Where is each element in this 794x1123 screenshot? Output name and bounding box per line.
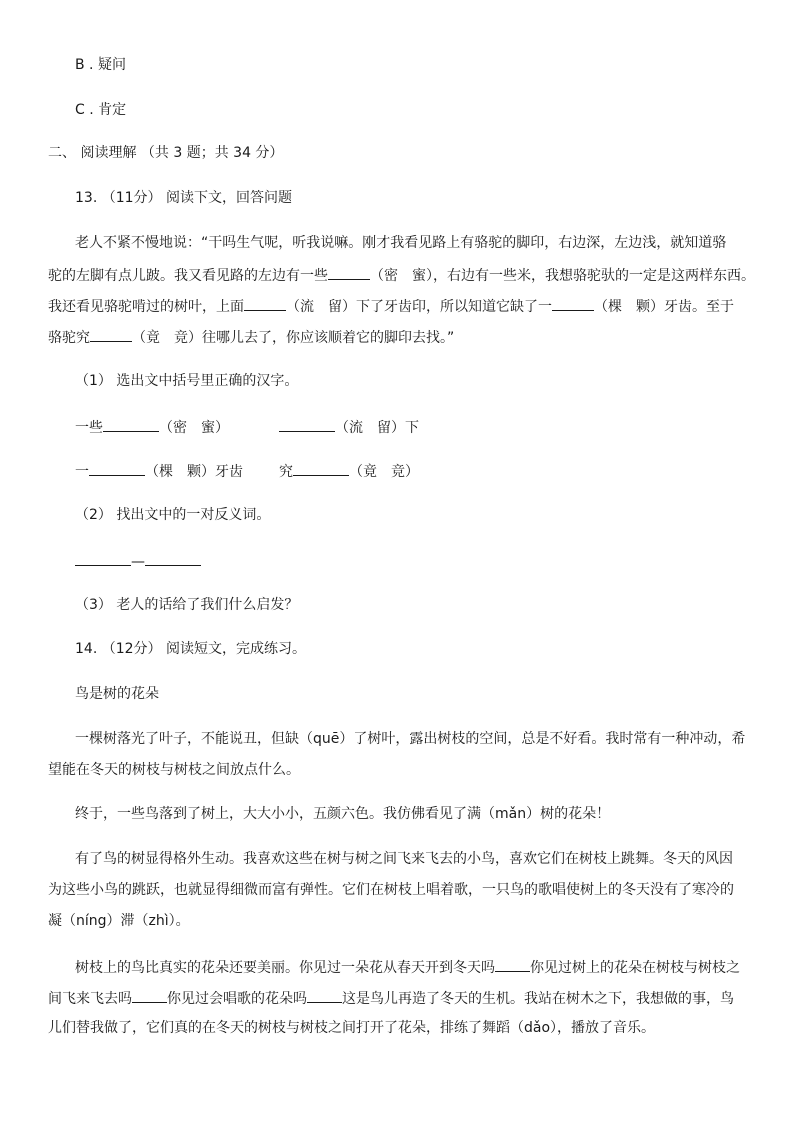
answer-blank[interactable] <box>328 266 370 280</box>
answer-blank[interactable] <box>244 297 286 311</box>
q14-title: 鸟是树的花朵 <box>75 686 159 702</box>
answer-blank[interactable] <box>145 552 201 566</box>
q14-p4-line-3: 儿们替我做了，它们真的在冬天的树枝与树枝之间打开了花朵，排练了舞蹈（dǎo），播放了音乐。 <box>48 1020 656 1036</box>
passage-text: 这是鸟儿再造了冬天的生机。我站在树木之下，我想做的事，鸟 <box>342 991 734 1007</box>
label: 一些 <box>75 420 103 436</box>
q13-passage-line-2 <box>48 266 755 284</box>
passage-text: 你见过会唱歌的花朵吗 <box>167 991 307 1007</box>
q13-sub3-prompt: （3） 老人的话给了我们什么启发？ <box>75 597 299 613</box>
passage-text: 树枝上的鸟比真实的花朵还要美丽。你见过一朵花从春天开到冬天吗 <box>75 960 495 976</box>
q14-p4-line-1 <box>75 958 740 976</box>
passage-text: 驼的左脚有点儿跛。我又看见路的左边有一些 <box>48 268 328 284</box>
answer-blank[interactable] <box>293 462 349 476</box>
label: 究 <box>279 464 293 480</box>
q14-p4-line-2 <box>48 989 734 1007</box>
answer-blank[interactable] <box>495 958 530 972</box>
label: 一 <box>75 464 89 480</box>
q14-p2-line-1: 终于，一些鸟落到了树上，大大小小，五颜六色。我仿佛看见了满（mǎn）树的花朵！ <box>75 806 611 822</box>
section-heading: 二、 阅读理解 （共 3 题；共 34 分） <box>48 145 284 161</box>
answer-blank[interactable] <box>279 418 335 432</box>
passage-text: （密 蜜），右边有一些米，我想骆驼驮的一定是这两样东西。 <box>370 268 755 284</box>
label: （棵 颗）牙齿 <box>145 464 243 480</box>
q14-p1-line-1: 一棵树落光了叶子，不能说丑，但缺（quē）了树叶，露出树枝的空间，总是不好看。我时常有一种冲动，希 <box>75 731 746 747</box>
passage-text: 间飞来飞去吗 <box>48 991 132 1007</box>
answer-blank[interactable] <box>552 297 594 311</box>
q14-p3-line-2: 为这些小鸟的跳跃，也就显得细微而富有弹性。它们在树枝上唱着歌，一只鸟的歌唱使树上的冬天没有了寒冷的 <box>48 882 734 898</box>
q13-sub2-answer-row <box>75 552 201 570</box>
q13-passage-line-3 <box>48 297 734 315</box>
q13-passage-line-1: 老人不紧不慢地说：“干吗生气呢，听我说嘛。刚才我看见路上有骆驼的脚印，右边深，左边浅，就知道骆 <box>75 235 727 251</box>
q13-passage-line-4 <box>48 328 454 346</box>
answer-blank[interactable] <box>89 462 145 476</box>
q14-p1-line-2: 望能在冬天的树枝与树枝之间放点什么。 <box>48 762 300 778</box>
q14-header: 14. （12分） 阅读短文，完成练习。 <box>75 641 306 657</box>
q13-sub1-prompt: （1） 选出文中括号里正确的汉字。 <box>75 373 299 389</box>
dash: — <box>131 554 145 570</box>
passage-text: 你见过树上的花朵在树枝与树枝之 <box>530 960 740 976</box>
q13-sub1-row-1b <box>279 418 419 436</box>
q13-sub2-prompt: （2） 找出文中的一对反义词。 <box>75 507 271 523</box>
q14-p3-line-1: 有了鸟的树显得格外生动。我喜欢这些在树与树之间飞来飞去的小鸟，喜欢它们在树枝上跳舞。冬天的风因 <box>75 851 733 867</box>
passage-text: （流 留）下了牙齿印，所以知道它缺了一 <box>286 299 552 315</box>
passage-text: （棵 颗）牙齿。至于 <box>594 299 734 315</box>
option-b: B . 疑问 <box>75 57 126 73</box>
q13-header: 13. （11分） 阅读下文，回答问题 <box>75 190 292 206</box>
label: （密 蜜） <box>159 420 229 436</box>
answer-blank[interactable] <box>132 989 167 1003</box>
q14-p3-line-3: 凝（níng）滞（zhì）。 <box>48 913 190 929</box>
passage-text: 骆驼究 <box>48 330 90 346</box>
q13-sub1-row-2a <box>75 462 243 480</box>
label: （流 留）下 <box>335 420 419 436</box>
q13-sub1-row-2b <box>279 462 419 480</box>
answer-blank[interactable] <box>307 989 342 1003</box>
answer-blank[interactable] <box>103 418 159 432</box>
answer-blank[interactable] <box>75 552 131 566</box>
answer-blank[interactable] <box>90 328 132 342</box>
passage-text: （竟 竞）往哪儿去了，你应该顺着它的脚印去找。” <box>132 330 455 346</box>
label: （竟 竞） <box>349 464 419 480</box>
q13-sub1-row-1a <box>75 418 229 436</box>
option-c: C . 肯定 <box>75 102 127 118</box>
passage-text: 我还看见骆驼啃过的树叶，上面 <box>48 299 244 315</box>
